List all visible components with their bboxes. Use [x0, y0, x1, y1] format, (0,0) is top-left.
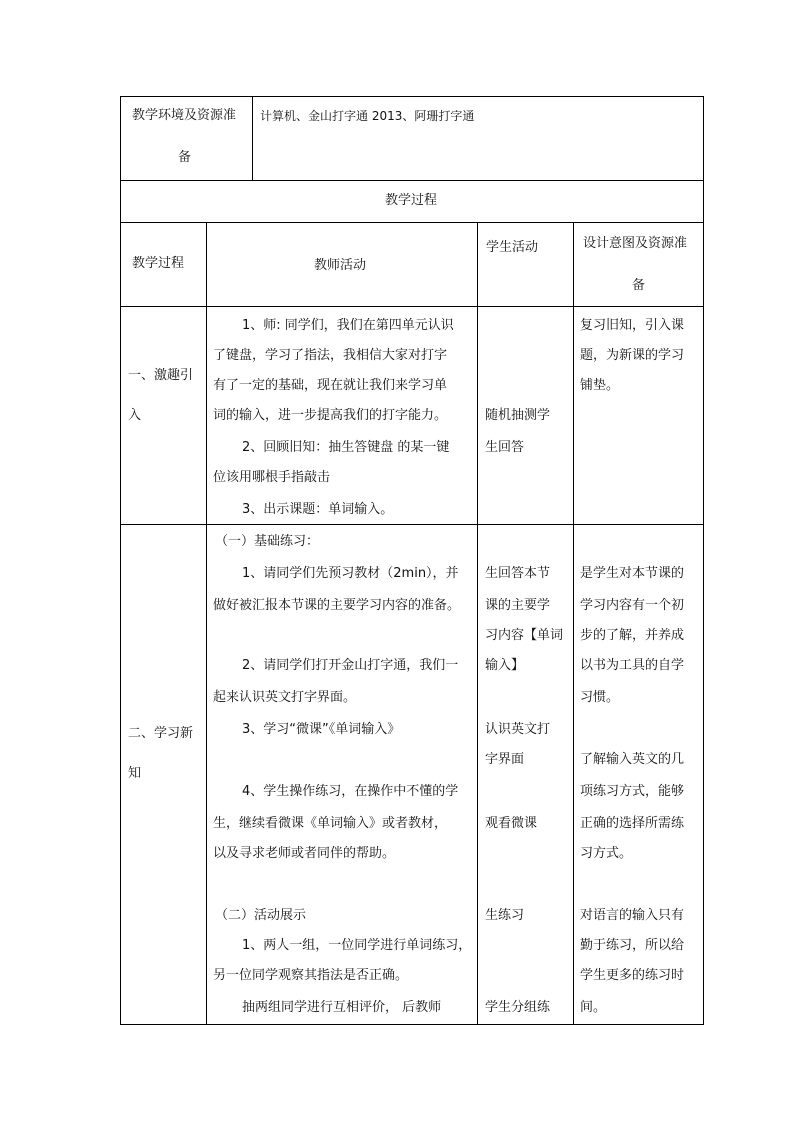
row2-teacher-line: 1、请同学们先预习教材（2min），并: [242, 566, 459, 581]
table-rule-col3: [573, 222, 574, 1025]
row2-teacher-line: 做好被汇报本节课的主要学习内容的准备。: [213, 598, 461, 613]
row2-design-line: 勤于练习，所以给: [580, 938, 685, 953]
row2-design-line: 步的了解，并养成: [580, 628, 685, 643]
row2-teacher-line: 3、学习“微课”《单词输入》: [242, 722, 401, 737]
row2-stage-line1: 二、学习新: [128, 726, 194, 741]
row2-design-line: 了解输入英文的几: [580, 752, 685, 767]
table-rule-row1-bottom: [120, 524, 704, 525]
env-label-line2: 备: [178, 150, 192, 165]
env-label-line1: 教学环境及资源准: [132, 108, 237, 123]
row1-stage-line1: 一、激趣引: [128, 368, 194, 383]
row2-student-line: 输入】: [485, 658, 525, 673]
table-rule-env-divider: [252, 96, 253, 180]
row2-design-line: 正确的选择所需练: [580, 816, 685, 831]
table-rule-col1: [206, 222, 207, 1025]
table-rule-section-bottom: [120, 222, 704, 223]
header-student-activity: 学生活动: [486, 240, 539, 255]
row2-design-line: 项练习方式，能够: [580, 784, 685, 799]
header-teacher-activity: 教师活动: [314, 258, 367, 273]
row1-stage-line2: 入: [128, 408, 142, 423]
row2-student-line: 观看微课: [485, 816, 538, 831]
row2-teacher-line: （二）活动展示: [215, 908, 307, 923]
row1-teacher-line: 位该用哪根手指敲击: [213, 470, 331, 485]
row1-teacher-line: 1、师: 同学们，我们在第四单元认识: [242, 318, 454, 333]
section-title: 教学过程: [385, 193, 438, 208]
row1-teacher-line: 2、回顾旧知：抽生答键盘 的某一键: [242, 440, 450, 455]
header-design-line1: 设计意图及资源准: [583, 236, 688, 251]
env-value: 计算机、金山打字通 2013、阿珊打字通: [260, 109, 475, 123]
row2-design-line: 对语言的输入只有: [580, 908, 685, 923]
row2-design-line: 学习内容有一个初: [580, 598, 685, 613]
row1-design-line: 题，为新课的学习: [580, 348, 685, 363]
row2-teacher-line: （一）基础练习：: [215, 534, 320, 549]
row2-design-line: 习方式。: [580, 846, 633, 861]
row2-student-line: 生回答本节: [485, 566, 551, 581]
row2-student-line: 认识英文打: [485, 722, 551, 737]
row2-teacher-line: 另一位同学观察其指法是否正确。: [213, 968, 409, 983]
row2-teacher-line: 2、请同学们打开金山打字通，我们一: [242, 658, 459, 673]
row2-design-line: 以书为工具的自学: [580, 658, 685, 673]
row2-stage-line2: 知: [128, 766, 142, 781]
header-stage: 教学过程: [132, 256, 185, 271]
row1-teacher-line: 词的输入，进一步提高我们的打字能力。: [213, 408, 448, 423]
row2-teacher-line: 抽两组同学进行互相评价， 后教师: [242, 1000, 442, 1015]
row2-teacher-line: 生，继续看微课《单词输入》或者教材，: [213, 816, 448, 831]
row1-student-line: 生回答: [485, 440, 525, 455]
row2-student-line: 课的主要学: [485, 598, 551, 613]
row2-student-line: 生练习: [485, 908, 525, 923]
row1-teacher-line: 3、出示课题：单词输入。: [242, 502, 394, 517]
table-rule-col2: [477, 222, 478, 1025]
table-border-right: [703, 96, 704, 1025]
row1-teacher-line: 有了一定的基础，现在就让我们来学习单: [213, 378, 448, 393]
row1-design-line: 复习旧知，引入课: [580, 318, 685, 333]
header-design-line2: 备: [632, 278, 646, 293]
table-border-top: [120, 96, 704, 97]
row2-teacher-line: 1、两人一组，一位同学进行单词练习，: [242, 938, 472, 953]
table-border-left: [120, 96, 121, 1025]
table-border-bottom: [120, 1024, 704, 1025]
row2-student-line: 习内容【单词: [485, 628, 564, 643]
row2-teacher-line: 起来认识英文打字界面。: [213, 690, 357, 705]
row2-design-line: 是学生对本节课的: [580, 566, 685, 581]
row2-design-line: 学生更多的练习时: [580, 968, 685, 983]
row1-teacher-line: 了键盘，学习了指法，我相信大家对打字: [213, 348, 448, 363]
row1-design-line: 铺垫。: [580, 378, 620, 393]
table-rule-header-bottom: [120, 306, 704, 307]
row2-teacher-line: 4、学生操作练习，在操作中不懂的学: [242, 784, 459, 799]
row2-teacher-line: 以及寻求老师或者同伴的帮助。: [213, 846, 396, 861]
row2-student-line: 字界面: [485, 752, 525, 767]
row1-student-line: 随机抽测学: [485, 408, 551, 423]
row2-student-line: 学生分组练: [485, 1000, 551, 1015]
row2-design-line: 间。: [580, 1000, 607, 1015]
table-rule-env-bottom: [120, 180, 704, 181]
row2-design-line: 习惯。: [580, 690, 620, 705]
